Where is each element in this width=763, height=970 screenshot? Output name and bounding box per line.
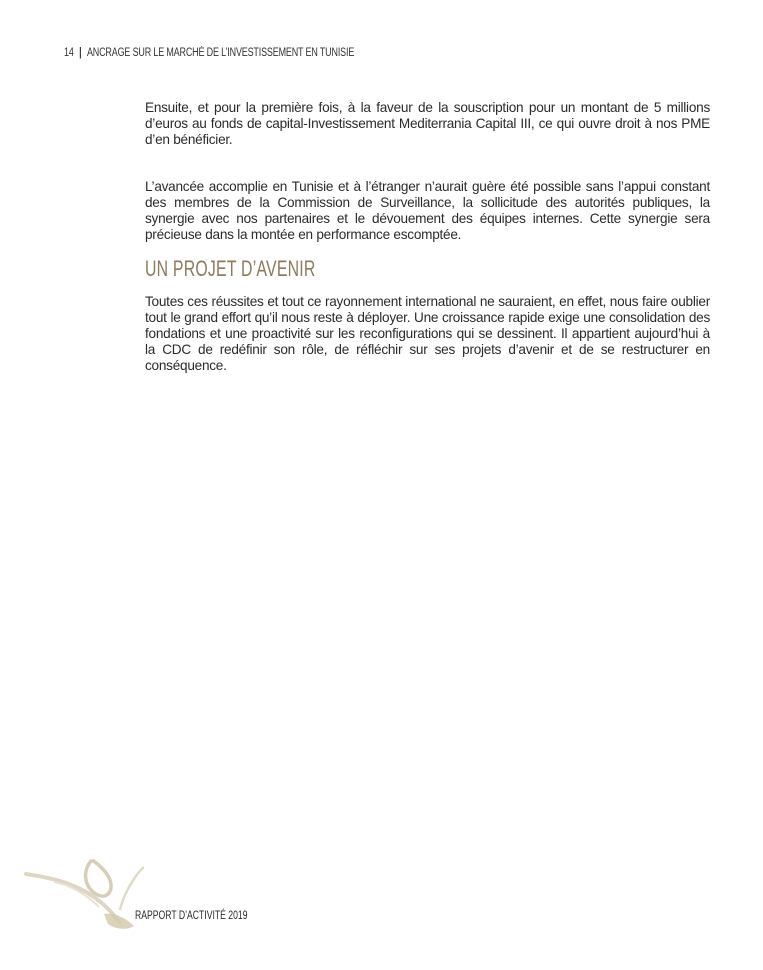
running-header: [64, 47, 354, 59]
page-number: 14: [64, 47, 74, 59]
footer-report-title: RAPPORT D’ACTIVITÉ 2019: [135, 908, 248, 922]
calligraphic-swirl-logo-icon: [24, 852, 144, 937]
body-paragraph: L’avancée accomplie en Tunisie et à l’étranger n’aurait guère été possible sans l’appui constant des membres de la Commission de Surveillance, la sollicitude des autorités publiques, la synergie avec nos partenaires et le dévouement des équipes internes. Cette synergie sera précieuse dans la montée en performance escomptée.: [145, 179, 710, 242]
header-separator: |: [79, 47, 82, 59]
section-paragraph: Toutes ces réussites et tout ce rayonnement international ne sauraient, en effet, nous faire oublier tout le grand effort qu’il nous reste à déployer. Une croissance rapide exige une consolidation des fondations et une proactivité sur les reconfigurations qui se dessinent. Il appartient aujourd’hui à la CDC de redéfinir son rôle, de réfléchir sur ses projets d’avenir et de se restructurer en conséquence.: [145, 294, 710, 373]
body-paragraph: Ensuite, et pour la première fois, à la faveur de la souscription pour un montant de 5 millions d’euros au fonds de capital-Investissement Mediterrania Capital III, ce qui ouvre droit à nos PME d’en bénéficier.: [145, 100, 710, 147]
header-section-title: ANCRAGE SUR LE MARCHÉ DE L’INVESTISSEMENT EN TUNISIE: [86, 47, 355, 59]
section-heading: UN PROJET D’AVENIR: [145, 256, 316, 281]
